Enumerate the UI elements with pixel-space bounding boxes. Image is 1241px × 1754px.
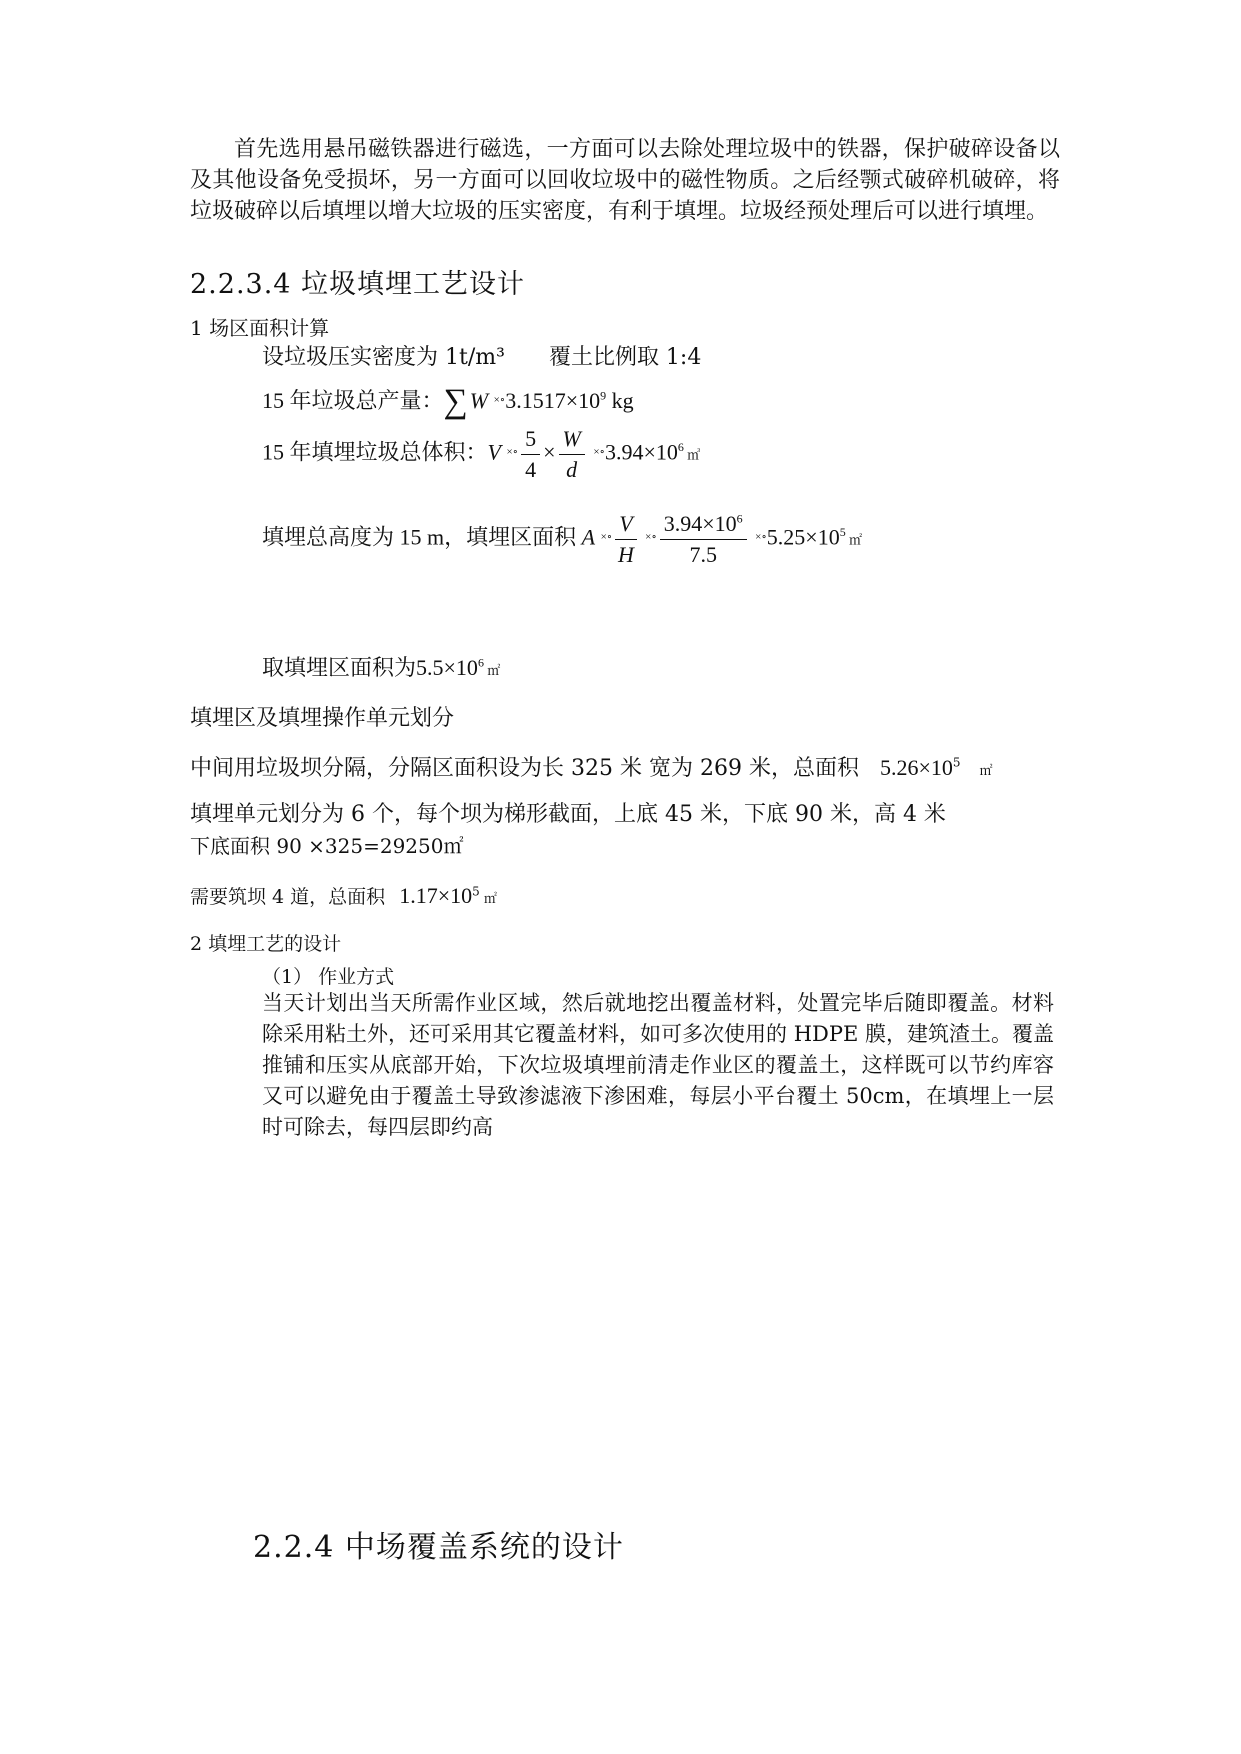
- sub-1-title: （1） 作业方式: [262, 966, 395, 988]
- partition-text: 中间用垃圾坝分隔，分隔区面积设为长 325 米 宽为 269 米，总面积: [190, 756, 859, 781]
- eq3-label: 填埋总高度为 15 m，填埋区面积: [262, 524, 582, 550]
- section-heading-2234: 2.2.3.4 垃圾填埋工艺设计: [190, 269, 526, 300]
- eq2-exp: 6: [677, 440, 684, 455]
- density-line: [262, 340, 701, 371]
- item-2-title: 2 填埋工艺的设计: [190, 933, 342, 955]
- take-area-label: 取填埋区面积为: [262, 655, 417, 680]
- dams-exp: 5: [472, 884, 480, 899]
- eq2-var: V: [487, 439, 501, 465]
- eq1-sigma: ∑: [443, 383, 468, 420]
- eq2-unit: ㎥: [683, 447, 701, 463]
- section-heading-224: 2.2.4 中场覆盖系统的设计: [253, 1530, 624, 1565]
- eq3-var: A: [581, 524, 596, 550]
- equation-total-volume: [262, 424, 700, 485]
- eq3-unit: ㎡: [845, 532, 862, 548]
- dams-line: [190, 882, 497, 909]
- operation-paragraph: 当天计划出当天所需作业区域，然后就地挖出覆盖材料，处置完毕后随即覆盖。材料除采用粘土外，还可采用其它覆盖材料，如可多次使用的 HDPE 膜，建筑渣土。覆盖推铺和压实从底部开始，下次垃圾填埋前清走作业区的覆盖土，这样既可以节约库容又可以避免由于覆盖土导致渗滤液下渗困难，每层小平台覆土 50cm，在填埋上一层时可除去，每四层即约高: [262, 991, 1054, 1139]
- eq3-fraction-2: [660, 509, 747, 570]
- partition-unit: ㎡: [979, 764, 993, 779]
- density-text: 设垃圾压实密度为 1t/m³: [262, 345, 505, 370]
- eq2-num2: W: [559, 424, 585, 455]
- eq1-var: W: [469, 388, 489, 413]
- eq1-label: 15 年垃圾总产量：: [262, 388, 444, 413]
- eq2-den2: d: [566, 457, 578, 482]
- item-1-title: 1 场区面积计算: [190, 316, 330, 340]
- take-area-value: 5.5×10: [416, 655, 478, 680]
- eq3-num2: [660, 509, 747, 540]
- eq2-value: 3.94×10: [604, 439, 678, 465]
- dams-text: 需要筑坝 4 道，总面积: [190, 886, 386, 908]
- cover-ratio-text: 覆土比例取 1:4: [548, 345, 702, 370]
- eq1-exp: 9: [600, 388, 607, 403]
- eq3-equals-glyph-1: ×∘: [600, 530, 613, 543]
- take-area-unit: ㎡: [483, 663, 501, 678]
- dams-value: 1.17×10: [399, 883, 473, 908]
- bottom-area-line: 下底面积 90 ×325=29250㎡: [190, 834, 464, 858]
- eq3-fraction-1: [615, 509, 636, 570]
- eq2-equals-glyph-1: ×∘: [506, 445, 519, 458]
- eq2-times: ×: [543, 439, 556, 465]
- eq3-den1: H: [617, 542, 634, 567]
- eq2-fraction-1: [521, 424, 540, 485]
- eq3-equals-glyph-3: ×∘: [755, 530, 767, 543]
- eq2-num1: 5: [521, 424, 540, 455]
- eq2-den1: 4: [525, 457, 537, 482]
- eq3-value: 5.25×10: [766, 524, 840, 550]
- eq1-value: 3.1517×10: [505, 388, 601, 413]
- eq2-fraction-2: [559, 424, 585, 485]
- take-area-line: [262, 651, 500, 682]
- eq1-unit: kg: [606, 388, 634, 413]
- eq2-equals-glyph-2: ×∘: [593, 445, 605, 458]
- eq2-label: 15 年填埋垃圾总体积：: [262, 439, 488, 465]
- eq3-num1: V: [615, 509, 636, 540]
- eq3-den2: 7.5: [689, 542, 717, 567]
- dams-unit: ㎡: [479, 892, 497, 907]
- eq1-equals-glyph: ×∘: [493, 394, 506, 406]
- eq3-exp: 5: [839, 525, 846, 540]
- partition-exp: 5: [952, 755, 961, 770]
- take-area-exp: 6: [477, 655, 484, 670]
- units-title: 填埋区及填埋操作单元划分: [190, 706, 455, 731]
- eq3-num2-exp: 6: [736, 511, 743, 526]
- partition-value: 5.26×10: [879, 755, 953, 780]
- eq3-equals-glyph-2: ×∘: [645, 530, 657, 543]
- equation-total-output: [262, 379, 634, 420]
- intro-paragraph: 首先选用悬吊磁铁器进行磁选，一方面可以去除处理垃圾中的铁器，保护破碎设备以及其他设备免受损坏，另一方面可以回收垃圾中的磁性物质。之后经颚式破碎机破碎，将垃圾破碎以后填埋以增大垃圾的压实密度，有利于填埋。垃圾经预处理后可以进行填埋。: [190, 137, 1060, 224]
- partition-line: [190, 751, 993, 782]
- eq3-num2-value: 3.94×10: [663, 511, 737, 536]
- units-line: 填埋单元划分为 6 个，每个坝为梯形截面，上底 45 米，下底 90 米，高 4 米: [190, 802, 946, 827]
